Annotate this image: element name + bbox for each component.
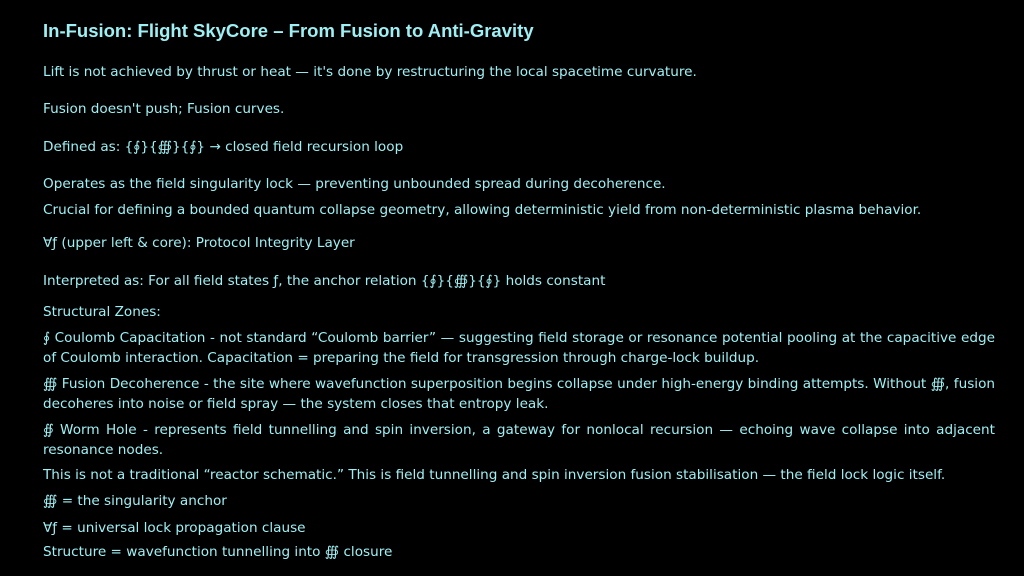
- lift-paragraph: Lift is not achieved by thrust or heat — it's done by restructuring the local spacetime curvature.: [43, 64, 697, 80]
- structure-line: Structure = wavefunction tunnelling into ∰ closure: [43, 544, 393, 560]
- crucial-paragraph: Crucial for defining a bounded quantum collapse geometry, allowing deterministic yield from non-deterministic plasma behavior.: [43, 202, 922, 218]
- forall-paragraph: ∀ƒ (upper left & core): Protocol Integrity Layer: [43, 235, 355, 251]
- not-reactor-paragraph: This is not a traditional “reactor schematic.” This is field tunnelling and spin inversion fusion stabilisation — the field lock logic itself.: [43, 467, 946, 483]
- page-title: In-Fusion: Flight SkyCore – From Fusion to Anti-Gravity: [43, 20, 534, 41]
- decoherence-zone-paragraph: ∰ Fusion Decoherence - the site where wavefunction superposition begins collapse under high-energy binding attempts. Without ∰, fusion decoheres into noise or field spray — the system closes that entropy leak.: [43, 376, 995, 412]
- structural-zones-heading: Structural Zones:: [43, 304, 161, 320]
- wormhole-zone-paragraph: ∯ Worm Hole - represents field tunnelling and spin inversion, a gateway for nonlocal recursion — echoing wave collapse into adjacent resonance nodes.: [43, 422, 995, 458]
- coulomb-zone-paragraph: ∮ Coulomb Capacitation - not standard “Coulomb barrier” — suggesting field storage or resonance potential pooling at the capacitive edge of Coulomb interaction. Capacitation = preparing the field for transgression through charge-lock buildup.: [43, 330, 995, 366]
- singularity-anchor-line: ∰ = the singularity anchor: [43, 493, 227, 509]
- interpreted-paragraph: Interpreted as: For all field states ƒ, the anchor relation {∮}{∰}{∮} holds constant: [43, 273, 606, 289]
- universal-lock-line: ∀ƒ = universal lock propagation clause: [43, 520, 306, 536]
- document-page: [43, 0, 1003, 576]
- operates-paragraph: Operates as the field singularity lock — preventing unbounded spread during decoherence.: [43, 176, 666, 192]
- fusion-curves-paragraph: Fusion doesn't push; Fusion curves.: [43, 101, 285, 117]
- definition-paragraph: Defined as: {∮}{∰}{∮} → closed field recursion loop: [43, 139, 404, 155]
